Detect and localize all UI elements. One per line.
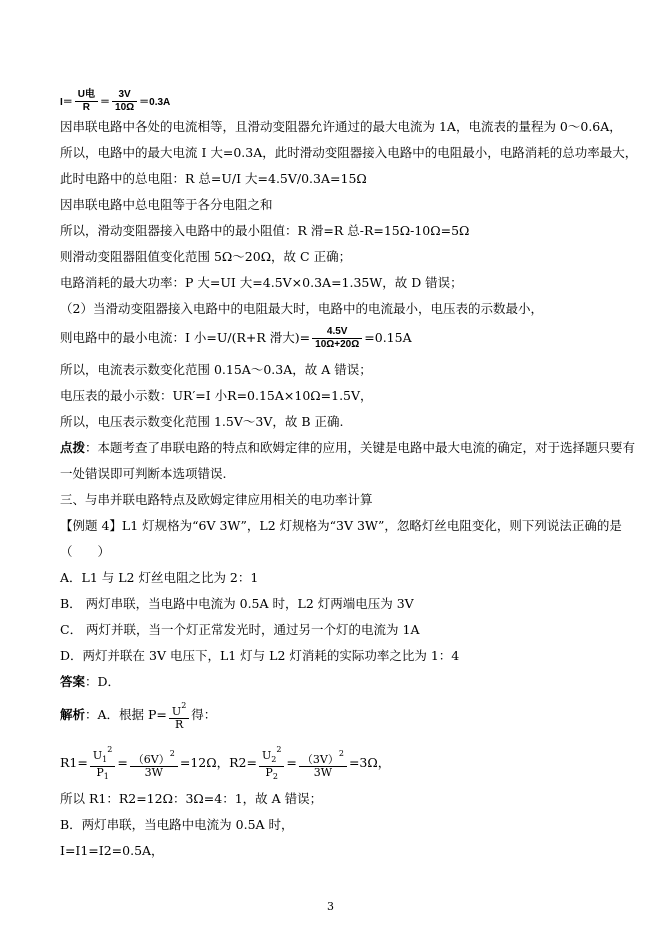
fraction: $\frac{(6V)^2}{3W}$: [130, 748, 178, 779]
text-line: （ ）: [60, 544, 111, 559]
text-line: I=I1=I2=0.5A，: [60, 843, 164, 858]
text-line: 所以，滑动变阻器接入电路中的最小阻值：R 滑=R 总-R=15Ω-10Ω=5Ω: [60, 223, 470, 238]
text-line: B．两灯串联，当电路中电流为 0.5A 时，: [60, 817, 294, 832]
text-line: 所以，电压表示数变化范围 1.5V～3V，故 B 正确.: [60, 414, 344, 429]
fraction: $\frac{U_1^2}{P_1}$: [90, 744, 115, 783]
option-c: C． 两灯并联，当一个灯正常发光时，通过另一个灯的电流为 1A: [60, 622, 420, 637]
text-line: （2）当滑动变阻器接入电路中的电阻最大时，电路中的电流最小，电压表的示数最小，: [60, 301, 543, 316]
text-line-min-current: 则电路中的最小电流：I 小=U/(R+R 滑大)= $\frac{4.5V}{10\Omega+20\Omega}$ =0.15A: [60, 326, 412, 350]
text-line-tip: 点拨：本题考查了串联电路的特点和欧姆定律的应用，关键是电路中最大电流的确定，对于选择题只要有: [60, 440, 636, 455]
text-line: 一处错误即可判断本选项错误.: [60, 466, 227, 481]
answer-label: 答案: [60, 674, 86, 689]
text-line: 所以 R1：R2=12Ω：3Ω=4：1，故 A 错误；: [60, 791, 323, 806]
fraction: $\frac{(3V)^2}{3W}$: [299, 748, 347, 779]
text-line: 则滑动变阻器阻值变化范围 5Ω～20Ω，故 C 正确；: [60, 249, 352, 264]
analysis-line: 解析：A．根据 P= $\frac{U^2}{R}$ 得：: [60, 701, 217, 731]
resistance-formula-line: R1= $\frac{U_1^2}{P_1}$ = $\frac{(6V)^2}{3W}$ =12Ω，R2= $\frac{U_2^2}{P_2}$ = $\frac{(3V)^2}{3W}$ =3Ω，: [60, 745, 391, 781]
example-question: 【例题 4】L1 灯规格为“6V 3W”，L2 灯规格为“3V 3W”，忽略灯丝电阻变化，则下列说法正确的是: [60, 518, 622, 533]
fraction: $\frac{4.5V}{10\Omega+20\Omega}$: [312, 326, 362, 351]
fraction: $\frac{U_2^2}{P_2}$: [259, 744, 284, 783]
option-a: A．L1 与 L2 灯丝电阻之比为 2：1: [60, 570, 259, 585]
text-line: 电压表的最小示数：UR′=I 小R=0.15A×10Ω=1.5V，: [60, 388, 373, 403]
page-number: 3: [327, 900, 334, 913]
section-heading: 三、与串并联电路特点及欧姆定律应用相关的电功率计算: [60, 492, 373, 507]
text-line: 电路消耗的最大功率：P 大=UI 大=4.5V×0.3A=1.35W，故 D 错误；: [60, 275, 463, 290]
tip-label: 点拨: [60, 440, 86, 455]
text-line: 所以，电路中的最大电流 I 大=0.3A，此时滑动变阻器接入电路中的电阻最小，电路消耗的总功率最大，: [60, 145, 638, 160]
fraction: $\frac{U^2}{R}$: [169, 700, 189, 731]
formula-current: I＝ $\frac{\text{U电}}{R}$ ＝ $\frac{3V}{10\Omega}$ ＝0.3A: [60, 89, 171, 113]
fraction: $\frac{\text{U电}}{R}$: [75, 89, 98, 114]
option-b: B． 两灯串联，当电路中电流为 0.5A 时，L2 灯两端电压为 3V: [60, 596, 414, 611]
text-line: 所以，电流表示数变化范围 0.15A～0.3A，故 A 错误；: [60, 362, 372, 377]
option-d: D．两灯并联在 3V 电压下，L1 灯与 L2 灯消耗的实际功率之比为 1：4: [60, 648, 460, 663]
text-line: 此时电路中的总电阻：R 总=U/I 大=4.5V/0.3A=15Ω: [60, 171, 367, 186]
fraction: $\frac{3V}{10\Omega}$: [112, 89, 137, 114]
text-line: 因串联电路中各处的电流相等，且滑动变阻器允许通过的最大电流为 1A，电流表的量程为 0～0.6A，: [60, 119, 622, 134]
text-line: 因串联电路中总电阻等于各分电阻之和: [60, 197, 273, 212]
answer-line: 答案：D．: [60, 674, 121, 689]
analysis-label: 解析: [60, 707, 86, 722]
